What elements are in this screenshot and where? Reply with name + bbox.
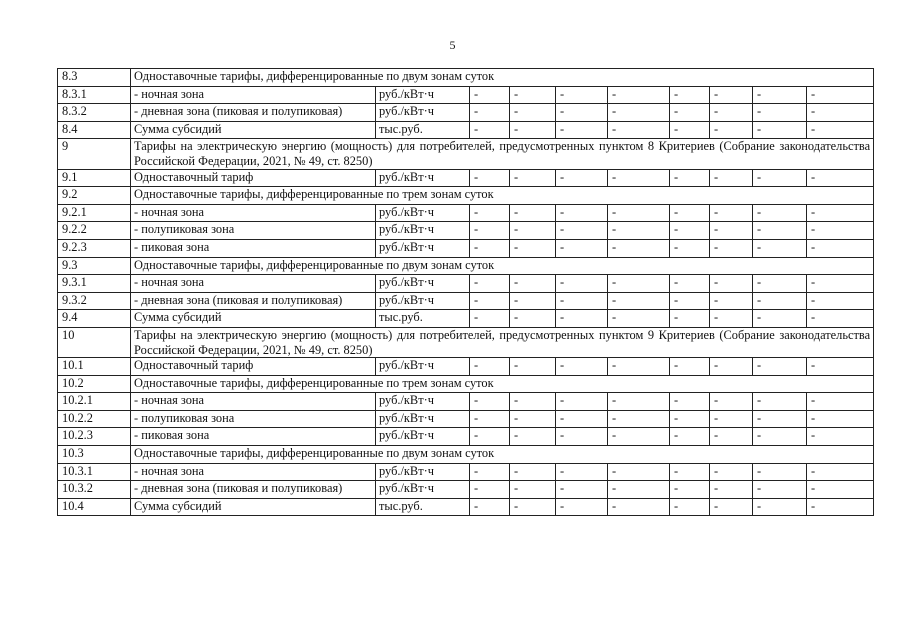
row-number: 9 bbox=[58, 139, 131, 169]
value-cell: - bbox=[807, 169, 874, 187]
tariff-table bbox=[57, 68, 874, 516]
value-cell: - bbox=[470, 393, 510, 411]
value-cell: - bbox=[710, 104, 753, 122]
unit: тыс.руб. bbox=[376, 310, 470, 328]
row-number: 10.4 bbox=[58, 498, 131, 516]
value-cell: - bbox=[807, 86, 874, 104]
value-cell: - bbox=[753, 222, 807, 240]
value-cell: - bbox=[807, 239, 874, 257]
section-row bbox=[58, 187, 874, 205]
row-number: 10.3.2 bbox=[58, 481, 131, 499]
value-cell: - bbox=[807, 428, 874, 446]
value-cell: - bbox=[710, 481, 753, 499]
value-cell: - bbox=[710, 310, 753, 328]
value-cell: - bbox=[470, 204, 510, 222]
value-cell: - bbox=[470, 481, 510, 499]
table-row bbox=[58, 310, 874, 328]
value-cell: - bbox=[710, 169, 753, 187]
value-cell: - bbox=[710, 410, 753, 428]
value-cell: - bbox=[470, 410, 510, 428]
row-number: 8.3.2 bbox=[58, 104, 131, 122]
value-cell: - bbox=[608, 310, 670, 328]
value-cell: - bbox=[670, 358, 710, 376]
unit: руб./кВт·ч bbox=[376, 292, 470, 310]
value-cell: - bbox=[556, 86, 608, 104]
indicator-name: Сумма субсидий bbox=[131, 121, 376, 139]
value-cell: - bbox=[470, 169, 510, 187]
value-cell: - bbox=[710, 463, 753, 481]
section-title: Тарифы на электрическую энергию (мощность) для потребителей, предусмотренных пунктом 8 Критериев (Собрание законодательства Российской Федерации, 2021, № 49, ст. 8250) bbox=[131, 139, 874, 169]
row-number: 10.1 bbox=[58, 358, 131, 376]
section-row bbox=[58, 327, 874, 357]
value-cell: - bbox=[510, 428, 556, 446]
table-row bbox=[58, 275, 874, 293]
indicator-name: - ночная зона bbox=[131, 86, 376, 104]
unit: тыс.руб. bbox=[376, 498, 470, 516]
value-cell: - bbox=[608, 428, 670, 446]
value-cell: - bbox=[556, 358, 608, 376]
row-number: 10.3.1 bbox=[58, 463, 131, 481]
value-cell: - bbox=[608, 463, 670, 481]
table-row bbox=[58, 204, 874, 222]
value-cell: - bbox=[470, 275, 510, 293]
value-cell: - bbox=[670, 410, 710, 428]
value-cell: - bbox=[753, 498, 807, 516]
section-title: Одноставочные тарифы, дифференцированные по трем зонам суток bbox=[131, 375, 874, 393]
indicator-name: - ночная зона bbox=[131, 463, 376, 481]
value-cell: - bbox=[470, 239, 510, 257]
value-cell: - bbox=[670, 275, 710, 293]
unit: руб./кВт·ч bbox=[376, 358, 470, 376]
value-cell: - bbox=[556, 310, 608, 328]
value-cell: - bbox=[470, 358, 510, 376]
value-cell: - bbox=[608, 222, 670, 240]
value-cell: - bbox=[807, 104, 874, 122]
indicator-name: Одноставочный тариф bbox=[131, 169, 376, 187]
unit: руб./кВт·ч bbox=[376, 239, 470, 257]
value-cell: - bbox=[510, 310, 556, 328]
value-cell: - bbox=[807, 410, 874, 428]
value-cell: - bbox=[710, 275, 753, 293]
section-title: Тарифы на электрическую энергию (мощность) для потребителей, предусмотренных пунктом 9 Критериев (Собрание законодательства Российской Федерации, 2021, № 49, ст. 8250) bbox=[131, 327, 874, 357]
value-cell: - bbox=[670, 204, 710, 222]
value-cell: - bbox=[556, 169, 608, 187]
section-title: Одноставочные тарифы, дифференцированные по двум зонам суток bbox=[131, 257, 874, 275]
value-cell: - bbox=[556, 275, 608, 293]
section-title: Одноставочные тарифы, дифференцированные по трем зонам суток bbox=[131, 187, 874, 205]
value-cell: - bbox=[556, 121, 608, 139]
value-cell: - bbox=[753, 239, 807, 257]
row-number: 8.4 bbox=[58, 121, 131, 139]
indicator-name: - ночная зона bbox=[131, 393, 376, 411]
value-cell: - bbox=[670, 104, 710, 122]
row-number: 10.2.3 bbox=[58, 428, 131, 446]
row-number: 10 bbox=[58, 327, 131, 357]
value-cell: - bbox=[710, 292, 753, 310]
table-row bbox=[58, 104, 874, 122]
table-row bbox=[58, 292, 874, 310]
table-row bbox=[58, 481, 874, 499]
value-cell: - bbox=[510, 393, 556, 411]
unit: руб./кВт·ч bbox=[376, 481, 470, 499]
row-number: 9.3 bbox=[58, 257, 131, 275]
value-cell: - bbox=[556, 239, 608, 257]
unit: руб./кВт·ч bbox=[376, 86, 470, 104]
value-cell: - bbox=[753, 204, 807, 222]
table-row bbox=[58, 86, 874, 104]
value-cell: - bbox=[470, 86, 510, 104]
value-cell: - bbox=[470, 310, 510, 328]
row-number: 10.2 bbox=[58, 375, 131, 393]
value-cell: - bbox=[510, 204, 556, 222]
unit: руб./кВт·ч bbox=[376, 410, 470, 428]
value-cell: - bbox=[753, 86, 807, 104]
value-cell: - bbox=[470, 121, 510, 139]
section-row bbox=[58, 446, 874, 464]
value-cell: - bbox=[710, 239, 753, 257]
indicator-name: Одноставочный тариф bbox=[131, 358, 376, 376]
table-row bbox=[58, 358, 874, 376]
row-number: 9.1 bbox=[58, 169, 131, 187]
row-number: 10.2.1 bbox=[58, 393, 131, 411]
table-row bbox=[58, 169, 874, 187]
value-cell: - bbox=[753, 410, 807, 428]
unit: руб./кВт·ч bbox=[376, 104, 470, 122]
value-cell: - bbox=[608, 169, 670, 187]
value-cell: - bbox=[753, 463, 807, 481]
value-cell: - bbox=[753, 310, 807, 328]
value-cell: - bbox=[710, 86, 753, 104]
indicator-name: - полупиковая зона bbox=[131, 222, 376, 240]
value-cell: - bbox=[510, 121, 556, 139]
unit: руб./кВт·ч bbox=[376, 393, 470, 411]
value-cell: - bbox=[807, 222, 874, 240]
value-cell: - bbox=[510, 104, 556, 122]
value-cell: - bbox=[470, 463, 510, 481]
row-number: 9.3.2 bbox=[58, 292, 131, 310]
value-cell: - bbox=[670, 239, 710, 257]
indicator-name: Сумма субсидий bbox=[131, 498, 376, 516]
value-cell: - bbox=[670, 481, 710, 499]
value-cell: - bbox=[807, 481, 874, 499]
section-row bbox=[58, 375, 874, 393]
value-cell: - bbox=[608, 86, 670, 104]
value-cell: - bbox=[753, 275, 807, 293]
unit: руб./кВт·ч bbox=[376, 169, 470, 187]
row-number: 9.2.3 bbox=[58, 239, 131, 257]
unit: руб./кВт·ч bbox=[376, 275, 470, 293]
table-row bbox=[58, 121, 874, 139]
value-cell: - bbox=[753, 481, 807, 499]
value-cell: - bbox=[510, 358, 556, 376]
tariff-table-body bbox=[58, 69, 874, 516]
value-cell: - bbox=[608, 121, 670, 139]
value-cell: - bbox=[807, 275, 874, 293]
section-row bbox=[58, 69, 874, 87]
value-cell: - bbox=[608, 104, 670, 122]
value-cell: - bbox=[608, 292, 670, 310]
value-cell: - bbox=[470, 104, 510, 122]
value-cell: - bbox=[807, 498, 874, 516]
value-cell: - bbox=[510, 86, 556, 104]
value-cell: - bbox=[556, 393, 608, 411]
value-cell: - bbox=[556, 498, 608, 516]
row-number: 10.2.2 bbox=[58, 410, 131, 428]
value-cell: - bbox=[670, 222, 710, 240]
value-cell: - bbox=[710, 204, 753, 222]
value-cell: - bbox=[556, 222, 608, 240]
value-cell: - bbox=[608, 358, 670, 376]
value-cell: - bbox=[753, 169, 807, 187]
section-title: Одноставочные тарифы, дифференцированные по двум зонам суток bbox=[131, 69, 874, 87]
indicator-name: - пиковая зона bbox=[131, 428, 376, 446]
value-cell: - bbox=[670, 169, 710, 187]
value-cell: - bbox=[807, 463, 874, 481]
value-cell: - bbox=[807, 292, 874, 310]
value-cell: - bbox=[753, 428, 807, 446]
value-cell: - bbox=[510, 481, 556, 499]
table-row bbox=[58, 393, 874, 411]
value-cell: - bbox=[753, 393, 807, 411]
row-number: 8.3.1 bbox=[58, 86, 131, 104]
table-row bbox=[58, 463, 874, 481]
value-cell: - bbox=[510, 239, 556, 257]
table-row bbox=[58, 222, 874, 240]
indicator-name: - ночная зона bbox=[131, 275, 376, 293]
value-cell: - bbox=[556, 410, 608, 428]
indicator-name: Сумма субсидий bbox=[131, 310, 376, 328]
value-cell: - bbox=[807, 310, 874, 328]
unit: руб./кВт·ч bbox=[376, 204, 470, 222]
table-row bbox=[58, 239, 874, 257]
indicator-name: - ночная зона bbox=[131, 204, 376, 222]
value-cell: - bbox=[753, 292, 807, 310]
value-cell: - bbox=[670, 393, 710, 411]
value-cell: - bbox=[510, 275, 556, 293]
value-cell: - bbox=[670, 292, 710, 310]
row-number: 9.2.2 bbox=[58, 222, 131, 240]
value-cell: - bbox=[470, 292, 510, 310]
value-cell: - bbox=[510, 169, 556, 187]
value-cell: - bbox=[510, 222, 556, 240]
value-cell: - bbox=[753, 121, 807, 139]
unit: тыс.руб. bbox=[376, 121, 470, 139]
value-cell: - bbox=[753, 104, 807, 122]
value-cell: - bbox=[670, 428, 710, 446]
value-cell: - bbox=[608, 239, 670, 257]
value-cell: - bbox=[608, 481, 670, 499]
value-cell: - bbox=[710, 358, 753, 376]
section-row bbox=[58, 139, 874, 169]
unit: руб./кВт·ч bbox=[376, 463, 470, 481]
value-cell: - bbox=[510, 292, 556, 310]
value-cell: - bbox=[608, 410, 670, 428]
row-number: 9.2.1 bbox=[58, 204, 131, 222]
value-cell: - bbox=[710, 428, 753, 446]
row-number: 9.2 bbox=[58, 187, 131, 205]
value-cell: - bbox=[470, 222, 510, 240]
value-cell: - bbox=[470, 498, 510, 516]
value-cell: - bbox=[556, 104, 608, 122]
section-title: Одноставочные тарифы, дифференцированные по двум зонам суток bbox=[131, 446, 874, 464]
page-number: 5 bbox=[449, 38, 456, 52]
row-number: 10.3 bbox=[58, 446, 131, 464]
value-cell: - bbox=[710, 222, 753, 240]
unit: руб./кВт·ч bbox=[376, 222, 470, 240]
row-number: 9.3.1 bbox=[58, 275, 131, 293]
indicator-name: - дневная зона (пиковая и полупиковая) bbox=[131, 481, 376, 499]
value-cell: - bbox=[556, 428, 608, 446]
value-cell: - bbox=[807, 358, 874, 376]
value-cell: - bbox=[608, 393, 670, 411]
indicator-name: - дневная зона (пиковая и полупиковая) bbox=[131, 104, 376, 122]
value-cell: - bbox=[556, 481, 608, 499]
table-row bbox=[58, 428, 874, 446]
value-cell: - bbox=[710, 498, 753, 516]
indicator-name: - дневная зона (пиковая и полупиковая) bbox=[131, 292, 376, 310]
table-row bbox=[58, 410, 874, 428]
value-cell: - bbox=[710, 121, 753, 139]
value-cell: - bbox=[608, 498, 670, 516]
value-cell: - bbox=[807, 393, 874, 411]
value-cell: - bbox=[608, 204, 670, 222]
unit: руб./кВт·ч bbox=[376, 428, 470, 446]
value-cell: - bbox=[556, 204, 608, 222]
value-cell: - bbox=[556, 463, 608, 481]
value-cell: - bbox=[710, 393, 753, 411]
value-cell: - bbox=[510, 498, 556, 516]
value-cell: - bbox=[670, 463, 710, 481]
value-cell: - bbox=[608, 275, 670, 293]
value-cell: - bbox=[807, 121, 874, 139]
value-cell: - bbox=[670, 498, 710, 516]
value-cell: - bbox=[670, 86, 710, 104]
value-cell: - bbox=[510, 463, 556, 481]
indicator-name: - пиковая зона bbox=[131, 239, 376, 257]
value-cell: - bbox=[470, 428, 510, 446]
value-cell: - bbox=[670, 310, 710, 328]
value-cell: - bbox=[556, 292, 608, 310]
value-cell: - bbox=[753, 358, 807, 376]
section-row bbox=[58, 257, 874, 275]
table-row bbox=[58, 498, 874, 516]
value-cell: - bbox=[510, 410, 556, 428]
row-number: 9.4 bbox=[58, 310, 131, 328]
value-cell: - bbox=[670, 121, 710, 139]
value-cell: - bbox=[807, 204, 874, 222]
row-number: 8.3 bbox=[58, 69, 131, 87]
indicator-name: - полупиковая зона bbox=[131, 410, 376, 428]
